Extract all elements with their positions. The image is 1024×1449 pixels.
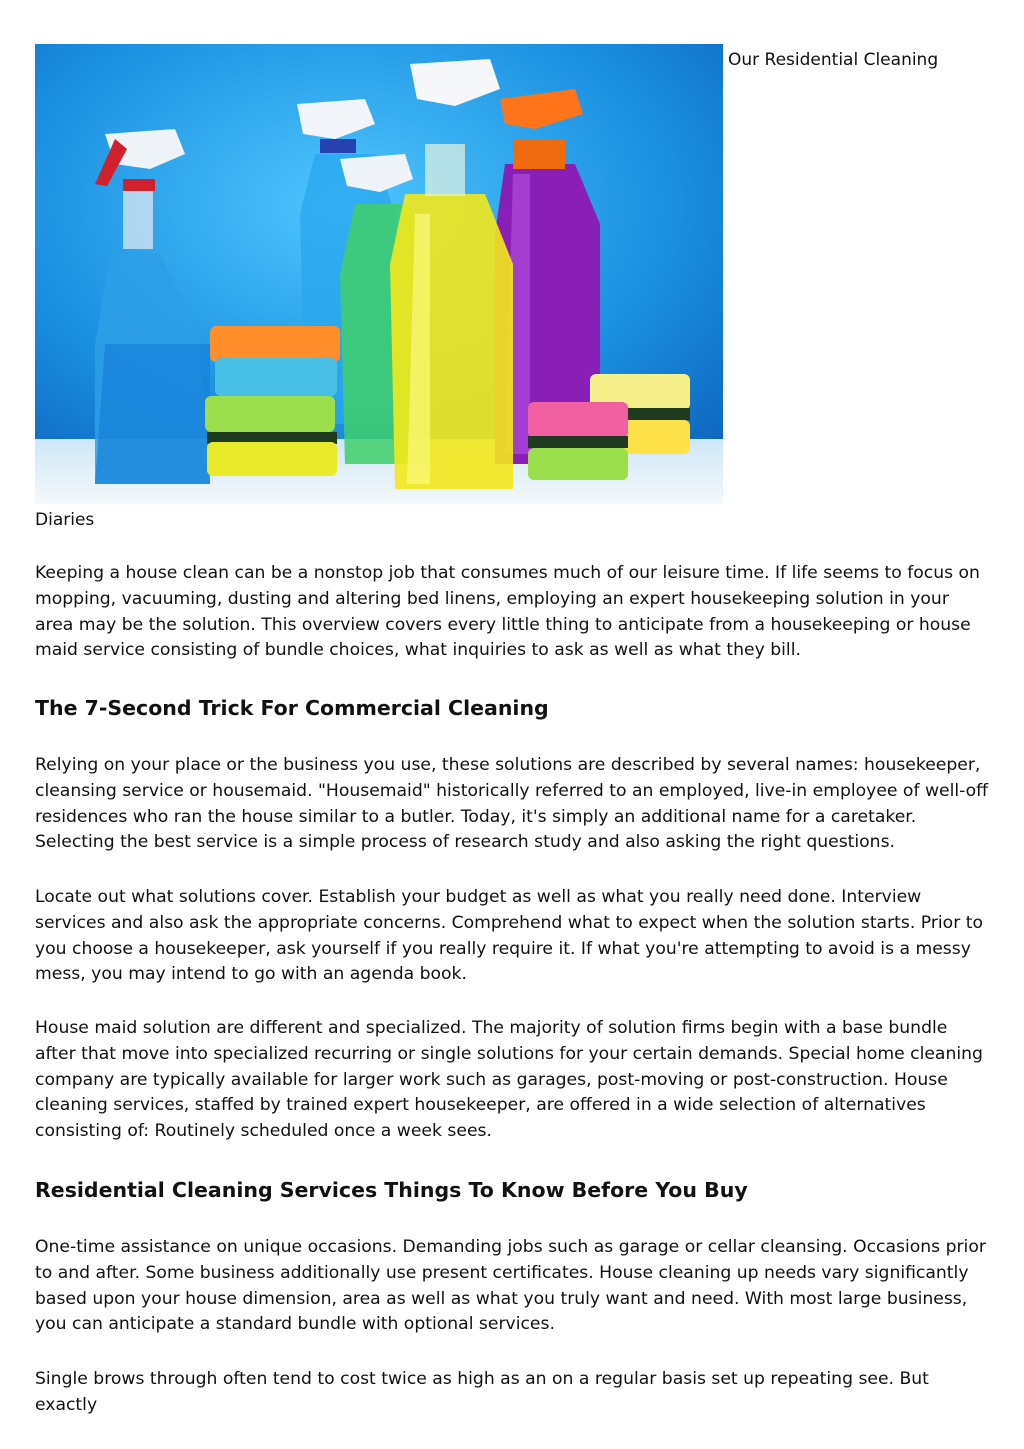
section-heading-residential: Residential Cleaning Services Things To Know Before You Buy	[35, 1178, 748, 1202]
image-caption-right: Our Residential Cleaning	[728, 50, 939, 70]
paragraph-one-time: One-time assistance on unique occasions. Demanding jobs such as garage or cellar cleansing. Occasions prior to and after. Some business additionally use present certificates. House cleaning up needs vary significantly based upon your house dimension, area as well as what you truly want and need. With most large business, you can anticipate a standard bundle with optional services.	[35, 1237, 986, 1335]
cleaning-products-illustration	[35, 44, 723, 504]
image-caption-below: Diaries	[35, 510, 95, 530]
hero-image	[35, 44, 723, 504]
paragraph-intro: Keeping a house clean can be a nonstop job that consumes much of our leisure time. If life seems to focus on mopping, vacuuming, dusting and altering bed linens, employing an expert housekeeping solution in your area may be the solution. This overview covers every little thing to anticipate from a housekeeping or house maid service consisting of bundle choices, what inquiries to ask as well as what they bill.	[35, 563, 980, 661]
section-heading-commercial: The 7-Second Trick For Commercial Cleaning	[35, 696, 549, 720]
paragraph-single: Single brows through often tend to cost twice as high as an on a regular basis set up repeating see. But exactly	[35, 1369, 929, 1415]
paragraph-specialized: House maid solution are different and specialized. The majority of solution firms begin with a base bundle after that move into specialized recurring or single solutions for your certain demands. Special home cleaning company are typically available for larger work such as garages, post-moving or post-construction. House cleaning services, staffed by trained expert housekeeper, are offered in a wide selection of alternatives consisting of: Routinely scheduled once a week sees.	[35, 1018, 983, 1142]
paragraph-names: Relying on your place or the business you use, these solutions are described by several names: housekeeper, cleansing service or housemaid. "Housemaid" historically referred to an employed, live-in employee of well-off residences who ran the house similar to a butler. Today, it's simply an additional name for a caretaker. Selecting the best service is a simple process of research study and also asking the right questions.	[35, 755, 989, 853]
paragraph-locate: Locate out what solutions cover. Establish your budget as well as what you really need done. Interview services and also ask the appropriate concerns. Comprehend what to expect when the solution starts. Prior to you choose a housekeeper, ask yourself if you really require it. If what you're attempting to avoid is a messy mess, you may intend to go with an agenda book.	[35, 887, 983, 985]
